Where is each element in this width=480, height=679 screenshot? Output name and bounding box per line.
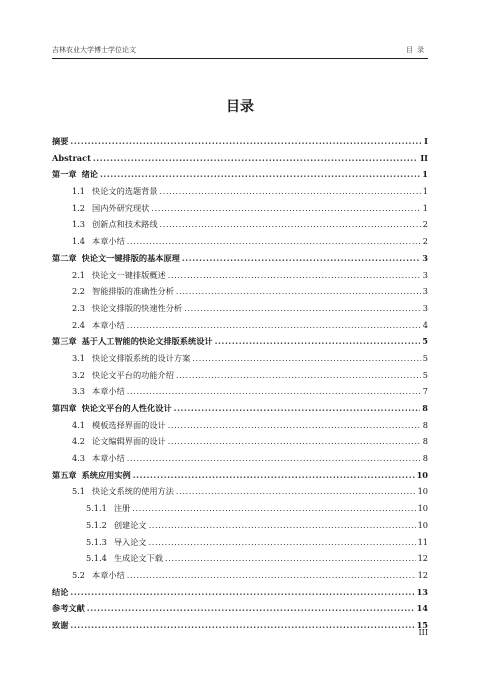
toc-entry-page: 13: [416, 586, 428, 597]
toc-entry[interactable]: [52, 367, 428, 384]
toc-entry-title: 本章小结: [92, 569, 125, 580]
toc-entry[interactable]: [52, 250, 428, 267]
toc-entry-number: 2.1: [72, 269, 86, 280]
toc-dot-leader: [176, 283, 421, 300]
page-title: 目录: [226, 99, 254, 115]
toc-dot-leader: [133, 467, 415, 484]
toc-entry-number: 第一章: [52, 169, 77, 180]
toc-dot-leader: [168, 267, 421, 284]
toc-entry-number: 第四章: [52, 403, 77, 413]
toc-entry-title: 本章小结: [92, 386, 125, 397]
toc-entry[interactable]: [52, 584, 428, 601]
toc-entry-page: 8: [422, 403, 428, 413]
toc-entry-number: 5.1.2: [86, 519, 107, 530]
toc-dot-leader: [176, 367, 421, 384]
toc-entry[interactable]: [52, 534, 428, 551]
toc-entry-page: 10: [416, 469, 428, 480]
toc-entry[interactable]: [52, 433, 428, 450]
toc-entry-page: 5: [422, 336, 428, 347]
toc-entry-number: 1.2: [72, 202, 86, 213]
toc-entry[interactable]: [52, 500, 428, 517]
toc-entry-page: 12: [417, 569, 428, 580]
toc-entry-title: 快论文系统的使用方法: [92, 486, 174, 497]
toc-entry-page: 4: [422, 319, 428, 330]
toc-entry[interactable]: [52, 383, 428, 400]
toc-entry-title: 快论文平台的功能介绍: [92, 369, 174, 380]
toc-entry-number: 第五章: [52, 469, 77, 480]
toc-entry-number: 1.4: [72, 236, 86, 247]
toc-entry-title: 参考文献: [52, 603, 85, 614]
toc-dot-leader: [168, 417, 421, 434]
toc-entry-page: 10: [417, 503, 428, 514]
toc-entry-number: 3.2: [72, 369, 86, 380]
toc-dot-leader: [87, 600, 415, 617]
toc-entry-number: 4.2: [72, 436, 86, 447]
toc-dot-leader: [192, 350, 420, 367]
toc-entry-title: 注册: [113, 503, 131, 514]
toc-entry-title: 创建论文: [113, 519, 147, 530]
toc-entry-title: 快论文一键排版的基本原理: [81, 252, 180, 263]
header-section: 目录: [406, 46, 428, 54]
toc-entry-number: 5.1.3: [86, 536, 107, 547]
toc-entry-number: 1.1: [72, 186, 86, 197]
toc-dot-leader: [93, 150, 418, 167]
toc-entry-title: 本章小结: [92, 319, 125, 330]
toc-entry-page: 3: [422, 302, 428, 313]
page-number: III: [418, 628, 428, 637]
toc-dot-leader: [127, 567, 416, 584]
toc-entry-page: 1: [422, 186, 428, 197]
toc-entry[interactable]: [52, 317, 428, 334]
toc-entry-number: 5.1.4: [86, 553, 107, 564]
toc-entry[interactable]: [52, 166, 428, 183]
toc-entry-title: 智能排版的准确性分析: [92, 286, 174, 297]
toc-entry[interactable]: [52, 600, 428, 617]
toc-entry-page: 5: [422, 369, 428, 380]
toc-entry-title: 快论文平台的人性化设计: [81, 403, 172, 413]
toc-dot-leader: [132, 500, 415, 517]
toc-entry-page: 8: [422, 436, 428, 447]
toc-entry-page: 2: [422, 236, 428, 247]
toc-entry-number: 2.2: [72, 286, 86, 297]
toc-entry-page: 10: [417, 519, 428, 530]
toc-dot-leader: [127, 317, 421, 334]
toc-entry-title: 基于人工智能的快论文排版系统设计: [81, 336, 213, 347]
toc-entry-page: II: [420, 152, 428, 163]
toc-entry-title: 摘要: [52, 136, 69, 146]
toc-entry-title: 快论文排版的快速性分析: [92, 302, 183, 313]
toc-dot-leader: [100, 166, 420, 183]
toc-dot-leader: [127, 450, 421, 467]
toc-dot-leader: [149, 534, 416, 551]
toc-entry-number: 4.1: [72, 419, 86, 430]
toc-entry-number: 3.1: [72, 352, 86, 363]
toc-dot-leader: [70, 133, 422, 150]
toc-entry-page: 3: [422, 252, 428, 263]
toc-entry-page: 8: [422, 419, 428, 430]
toc-entry-number: 5.1: [72, 486, 86, 497]
toc-entry[interactable]: [52, 617, 428, 634]
toc-entry[interactable]: [52, 233, 428, 250]
toc-entry-title: 创新点和技术路线: [92, 219, 158, 230]
toc-entry[interactable]: [52, 300, 428, 317]
toc-entry-page: 7: [422, 386, 428, 397]
toc-entry-page: 3: [422, 269, 428, 280]
toc-entry[interactable]: [52, 183, 428, 200]
header-university: 吉林农业大学博士学位论文: [52, 46, 136, 54]
toc-entry-number: 2.4: [72, 319, 86, 330]
toc-dot-leader: [127, 233, 421, 250]
toc-entry-title: 快论文的选题背景: [92, 186, 158, 197]
toc-dot-leader: [160, 216, 421, 233]
toc-dot-leader: [70, 617, 414, 634]
toc-entry[interactable]: [52, 417, 428, 434]
toc-dot-leader: [70, 584, 414, 601]
toc-entry-page: 8: [422, 453, 428, 464]
toc-dot-leader: [215, 333, 421, 350]
toc-entry-number: 1.3: [72, 219, 86, 230]
toc-entry-number: 5.2: [72, 569, 86, 580]
toc-dot-leader: [160, 183, 421, 200]
toc-entry-title: 模板选择界面的设计: [92, 419, 166, 430]
toc-entry-page: 11: [417, 536, 428, 547]
toc-entry-title: 论文编辑界面的设计: [92, 436, 166, 447]
toc-entry-page: 5: [422, 352, 428, 363]
toc-entry-title: 系统应用实例: [81, 469, 131, 480]
toc-entry[interactable]: [52, 150, 428, 167]
toc-entry[interactable]: [52, 467, 428, 484]
toc-entry[interactable]: [52, 567, 428, 584]
toc-entry-page: 1: [422, 202, 428, 213]
toc-entry-number: 第三章: [52, 336, 77, 347]
toc-dot-leader: [174, 400, 421, 417]
toc-dot-leader: [127, 383, 421, 400]
toc-entry-title: 快论文排版系统的设计方案: [92, 352, 191, 363]
running-header: [52, 44, 428, 59]
toc-entry-number: 2.3: [72, 302, 86, 313]
toc-entry-title: 致谢: [52, 619, 69, 630]
toc-entry-page: 14: [416, 603, 428, 614]
toc-entry[interactable]: [52, 550, 428, 567]
toc-entry[interactable]: [52, 133, 428, 150]
toc-entry-page: 15: [416, 619, 428, 630]
toc-dot-leader: [182, 250, 420, 267]
table-of-contents: [52, 133, 428, 634]
toc-dot-leader: [165, 550, 416, 567]
toc-entry-title: 生成论文下载: [113, 553, 163, 564]
toc-entry-number: 5.1.1: [86, 503, 107, 514]
toc-entry-title: 快论文一键排版概述: [92, 269, 166, 280]
toc-entry-title: 本章小结: [92, 236, 125, 247]
toc-dot-leader: [151, 200, 420, 217]
toc-entry-title: 国内外研究现状: [92, 202, 150, 213]
toc-dot-leader: [184, 300, 421, 317]
toc-entry-title: 结论: [52, 586, 69, 597]
toc-entry[interactable]: [52, 267, 428, 284]
toc-entry[interactable]: [52, 483, 428, 500]
toc-entry[interactable]: [52, 283, 428, 300]
toc-entry-number: 3.3: [72, 386, 86, 397]
toc-entry-title: Abstract: [52, 152, 91, 163]
toc-entry-page: 2: [422, 219, 428, 230]
toc-entry-title: 导入论文: [113, 536, 147, 547]
toc-entry-page: I: [424, 136, 428, 146]
toc-entry-page: 1: [422, 169, 428, 180]
toc-entry-title: 本章小结: [92, 453, 125, 464]
toc-entry[interactable]: [52, 216, 428, 233]
toc-entry[interactable]: [52, 333, 428, 350]
toc-entry[interactable]: [52, 200, 428, 217]
toc-entry-page: 12: [417, 553, 428, 564]
toc-entry-title: 绪论: [81, 169, 98, 180]
toc-entry[interactable]: [52, 450, 428, 467]
toc-entry[interactable]: [52, 400, 428, 417]
toc-dot-leader: [149, 517, 416, 534]
toc-entry[interactable]: [52, 517, 428, 534]
toc-dot-leader: [168, 433, 421, 450]
toc-entry-number: 4.3: [72, 453, 86, 464]
toc-dot-leader: [176, 483, 416, 500]
toc-entry-number: 第二章: [52, 252, 77, 263]
toc-entry-page: 10: [417, 486, 428, 497]
toc-entry-page: 3: [422, 286, 428, 297]
toc-entry[interactable]: [52, 350, 428, 367]
